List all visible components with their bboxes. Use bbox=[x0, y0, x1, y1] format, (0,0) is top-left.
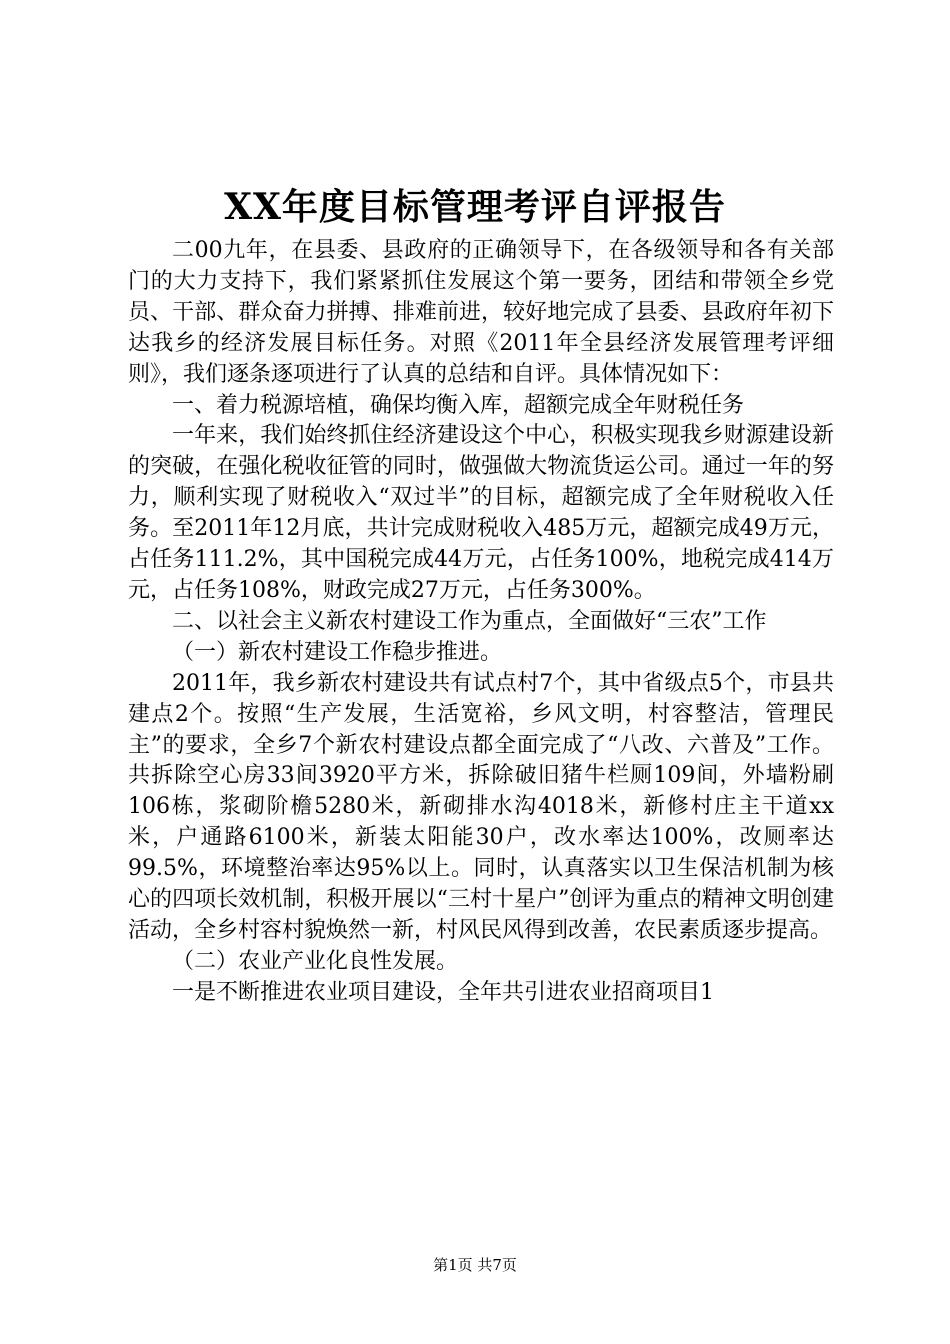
subsection-heading-1: （一）新农村建设工作稳步推进。 bbox=[172, 639, 503, 665]
paragraph-finance: 一年来，我们始终抓住经济建设这个中心，积极实现我乡财源建设新的突破，在强化税收征管的同时，做强做大物流货运公司。通过一年的努力，顺利实现了财税收入“双过半”的目标，超额完成了全年财税收入任务。至2011年12月底，共计完成财税收入485万元，超额完成49万元，占任务111.2%，其中国税完成44万元，占任务100%，地税完成414万元，占任务108%，财政完成27万元，占任务300%。 bbox=[128, 423, 834, 603]
paragraph-new-village: 2011年，我乡新农村建设共有试点村7个，其中省级点5个，市县共建点2个。按照“生产发展，生活宽裕，乡风文明，村容整洁，管理民主”的要求，全乡7个新农村建设点都全面完成了“八改、六普及”工作。共拆除空心房33间3920平方米，拆除破旧猪牛栏厕109间，外墙粉刷106栋，浆砌阶檐5280米，新砌排水沟4018米，新修村庄主干道xx米，户通路6100米，新装太阳能30户，改水率达100%，改厕率达99.5%，环境整治率达95%以上。同时，认真落实以卫生保洁机制为核心的四项长效机制，积极开展以“三村十星户”创评为重点的精神文明创建活动，全乡村容村貌焕然一新，村风民风得到改善，农民素质逐步提高。 bbox=[128, 670, 834, 943]
section-heading-2: 二、以社会主义新农村建设工作为重点，全面做好“三农”工作 bbox=[172, 608, 767, 634]
paragraph-intro: 二00九年，在县委、县政府的正确领导下，在各级领导和各有关部门的大力支持下，我们紧紧抓住发展这个第一要务，团结和带领全乡党员、干部、群众奋力拼搏、排难前进，较好地完成了县委、县政府年初下达我乡的经济发展目标任务。对照《2011年全县经济发展管理考评细则》，我们逐条逐项进行了认真的总结和自评。具体情况如下： bbox=[128, 238, 834, 387]
document-title: XX年度目标管理考评自评报告 bbox=[224, 186, 726, 228]
subsection-heading-2: （二）农业产业化良性发展。 bbox=[172, 948, 459, 974]
section-heading-1: 一、着力税源培植，确保均衡入库，超额完成全年财税任务 bbox=[172, 392, 745, 418]
document-body bbox=[128, 236, 834, 1009]
paragraph-agriculture: 一是不断推进农业项目建设，全年共引进农业招商项目1 bbox=[172, 979, 714, 1005]
page-footer: 第1页 共7页 bbox=[433, 1256, 517, 1274]
